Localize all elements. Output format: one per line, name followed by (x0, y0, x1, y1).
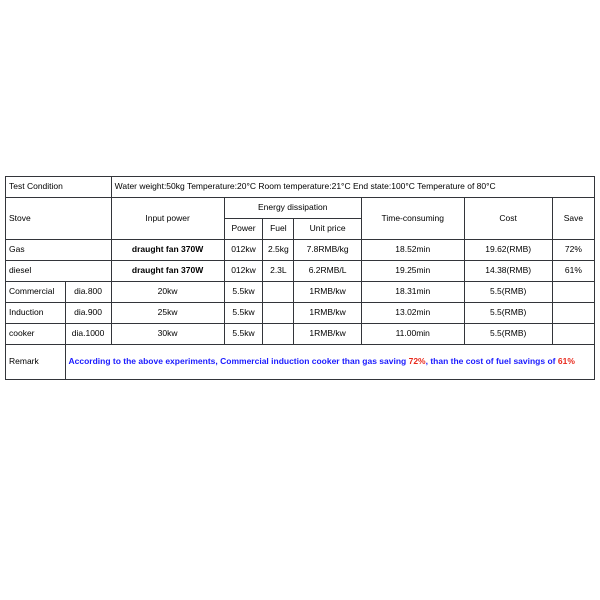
table-row-header-top (6, 198, 595, 219)
cell-save (552, 282, 594, 303)
comparison-table-container (5, 176, 595, 380)
test-condition-value: Water weight:50kg Temperature:20°C Room temperature:21°C End state:100°C Temperature of 80°C (111, 177, 594, 198)
table-row (6, 324, 595, 345)
cell-fuel (263, 303, 294, 324)
table-row (6, 282, 595, 303)
remark-label: Remark (6, 345, 66, 380)
cell-stove: Gas (6, 240, 112, 261)
cell-time-consuming: 11.00min (361, 324, 464, 345)
cell-stove: Induction (6, 303, 66, 324)
cell-power: 012kw (224, 240, 263, 261)
header-energy-dissipation: Energy dissipation (224, 198, 361, 219)
cell-cost: 5.5(RMB) (464, 282, 552, 303)
cell-power: 012kw (224, 261, 263, 282)
remark-highlight-fuel-saving: 61% (557, 356, 575, 367)
table-row (6, 303, 595, 324)
cell-save (552, 324, 594, 345)
header-cost: Cost (464, 198, 552, 240)
remark-text (69, 356, 575, 366)
cell-cost: 19.62(RMB) (464, 240, 552, 261)
cell-power: 5.5kw (224, 324, 263, 345)
remark-text-part1: According to the above experiments, Commercial induction cooker than gas saving (68, 356, 409, 367)
cell-input-power: draught fan 370W (111, 261, 224, 282)
remark-text-part2: , than the cost of fuel savings of (425, 356, 558, 367)
cell-time-consuming: 18.31min (361, 282, 464, 303)
cell-fuel: 2.3L (263, 261, 294, 282)
header-save: Save (552, 198, 594, 240)
cell-save: 61% (552, 261, 594, 282)
cell-time-consuming: 13.02min (361, 303, 464, 324)
table-row-remark (6, 345, 595, 380)
cell-unit-price: 7.8RMB/kg (294, 240, 362, 261)
cell-fuel: 2.5kg (263, 240, 294, 261)
cell-cost: 5.5(RMB) (464, 303, 552, 324)
cell-power: 5.5kw (224, 282, 263, 303)
cell-save: 72% (552, 240, 594, 261)
table-row (6, 240, 595, 261)
cell-unit-price: 1RMB/kw (294, 282, 362, 303)
table-row-test-condition (6, 177, 595, 198)
cell-time-consuming: 19.25min (361, 261, 464, 282)
test-condition-label: Test Condition (6, 177, 112, 198)
cell-unit-price: 1RMB/kw (294, 324, 362, 345)
cell-save (552, 303, 594, 324)
cell-stove: Commercial (6, 282, 66, 303)
header-time-consuming: Time-consuming (361, 198, 464, 240)
header-stove: Stove (6, 198, 112, 240)
cell-cost: 14.38(RMB) (464, 261, 552, 282)
remark-cell (65, 345, 595, 380)
cell-unit-price: 1RMB/kw (294, 303, 362, 324)
cell-input-power: 25kw (111, 303, 224, 324)
cell-fuel (263, 324, 294, 345)
cell-stove: diesel (6, 261, 112, 282)
header-input-power: Input power (111, 198, 224, 240)
cell-input-power: draught fan 370W (111, 240, 224, 261)
header-fuel: Fuel (263, 219, 294, 240)
cell-spec: dia.1000 (65, 324, 111, 345)
cell-power: 5.5kw (224, 303, 263, 324)
header-power: Power (224, 219, 263, 240)
cell-input-power: 20kw (111, 282, 224, 303)
cell-spec: dia.900 (65, 303, 111, 324)
cell-spec: dia.800 (65, 282, 111, 303)
energy-comparison-table (5, 176, 595, 380)
header-unit-price: Unit price (294, 219, 362, 240)
cell-unit-price: 6.2RMB/L (294, 261, 362, 282)
cell-time-consuming: 18.52min (361, 240, 464, 261)
cell-input-power: 30kw (111, 324, 224, 345)
cell-stove: cooker (6, 324, 66, 345)
cell-cost: 5.5(RMB) (464, 324, 552, 345)
cell-fuel (263, 282, 294, 303)
remark-highlight-gas-saving: 72% (408, 356, 426, 367)
table-row (6, 261, 595, 282)
